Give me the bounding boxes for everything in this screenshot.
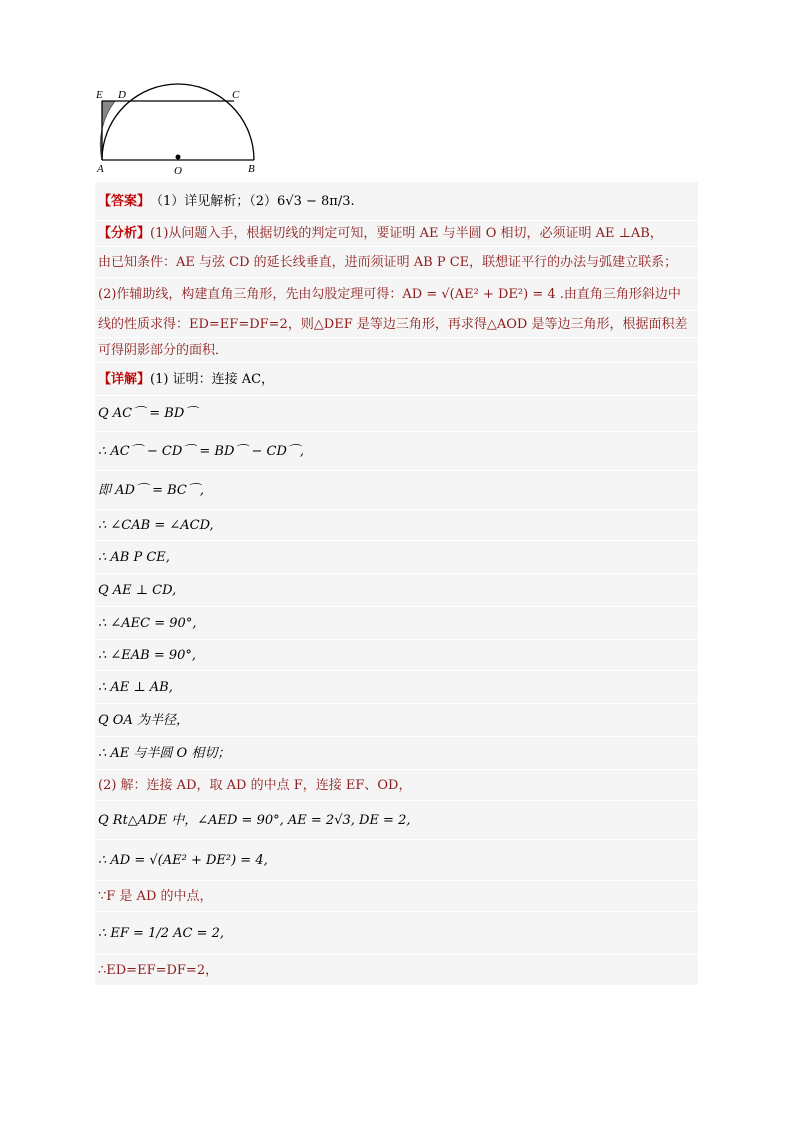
proof-text-5: ∴ AB P CE, xyxy=(98,549,170,565)
part2-line-4 xyxy=(95,881,698,912)
part2-line-3 xyxy=(95,840,698,881)
proof-text-1: Q AC⌒ = BD⌒ xyxy=(98,406,198,421)
solution-content xyxy=(95,182,698,986)
proof-text-9: ∴ AE ⊥ AB, xyxy=(98,679,173,695)
detail-text-1: (1) 证明：连接 AC， xyxy=(150,371,275,387)
proof-line-5 xyxy=(95,541,698,574)
label-o: O xyxy=(174,165,182,176)
part2-text-6: ∴ED=EF=DF=2， xyxy=(98,962,219,978)
analysis-text-3: (2)作辅助线，构建直角三角形，先由勾股定理可得：AD = √(AE² + DE²) = 4 .由直角三角形斜边中 xyxy=(98,286,681,302)
analysis-text-1: (1)从问题入手，根据切线的判定可知，要证明 AE 与半圆 O 相切，必须证明 AE ⊥AB， xyxy=(150,226,663,241)
center-point-o xyxy=(176,155,181,160)
analysis-line-2 xyxy=(95,247,698,278)
proof-line-1 xyxy=(95,396,698,432)
proof-line-4 xyxy=(95,510,698,541)
proof-line-11 xyxy=(95,737,698,770)
label-e: E xyxy=(96,89,103,101)
analysis-line-3 xyxy=(95,278,698,311)
detail-line-1 xyxy=(95,363,698,396)
proof-line-7 xyxy=(95,607,698,640)
part2-line-1 xyxy=(95,770,698,801)
proof-text-11: ∴ AE 与半圆 O 相切； xyxy=(98,745,231,761)
part2-line-5 xyxy=(95,912,698,955)
part2-text-5: ∴ EF = 1/2 AC = 2, xyxy=(98,925,225,941)
analysis-text-5: 可得阴影部分的面积． xyxy=(98,342,229,358)
analysis-text-2: 由已知条件：AE 与弦 CD 的延长线垂直，进而须证明 AB P CE，联想证平行的办法与弧建立联系； xyxy=(98,254,678,270)
proof-text-4: ∴ ∠CAB = ∠ACD, xyxy=(98,517,214,533)
analysis-line-4 xyxy=(95,311,698,338)
proof-line-6 xyxy=(95,574,698,607)
analysis-text-4: 线的性质求得：ED=EF=DF=2，则△DEF 是等边三角形，再求得△AOD 是等边三角形，根据面积差 xyxy=(98,316,688,332)
proof-line-2 xyxy=(95,432,698,471)
proof-line-9 xyxy=(95,671,698,704)
label-c: C xyxy=(232,89,240,101)
answer-tag: 【答案】 xyxy=(98,193,151,209)
proof-text-8: ∴ ∠EAB = 90°, xyxy=(98,647,197,663)
proof-text-6: Q AE ⊥ CD, xyxy=(98,582,177,598)
part2-text-1: (2) 解：连接 AD，取 AD 的中点 F，连接 EF、OD， xyxy=(98,777,412,793)
label-d: D xyxy=(118,89,126,101)
part2-text-3: ∴ AD = √(AE² + DE²) = 4, xyxy=(98,852,268,868)
part2-text-2: Q Rt△ADE 中，∠AED = 90°, AE = 2√3, DE = 2, xyxy=(98,812,411,828)
proof-text-7: ∴ ∠AEC = 90°, xyxy=(98,615,197,631)
proof-text-10: Q OA 为半径， xyxy=(98,712,189,728)
proof-line-10 xyxy=(95,704,698,737)
geometry-figure xyxy=(94,80,262,176)
part2-line-6 xyxy=(95,955,698,986)
analysis-line-1 xyxy=(95,221,698,247)
answer-text: （1）详见解析；（2）6√3 − 8π/3. xyxy=(150,193,355,209)
proof-text-2: ∴ AC⌒ − CD⌒ = BD⌒ − CD⌒, xyxy=(98,443,305,459)
analysis-line-5 xyxy=(95,338,698,363)
label-a: A xyxy=(97,163,104,175)
part2-line-2 xyxy=(95,801,698,840)
proof-line-8 xyxy=(95,640,698,671)
proof-line-3 xyxy=(95,471,698,510)
answer-line xyxy=(95,182,698,221)
part2-text-4: ∵F 是 AD 的中点， xyxy=(98,888,213,904)
detail-tag: 【详解】 xyxy=(98,371,151,387)
label-b: B xyxy=(248,163,255,175)
proof-text-3: 即 AD⌒ = BC⌒, xyxy=(98,482,204,498)
analysis-tag: 【分析】 xyxy=(98,226,151,241)
